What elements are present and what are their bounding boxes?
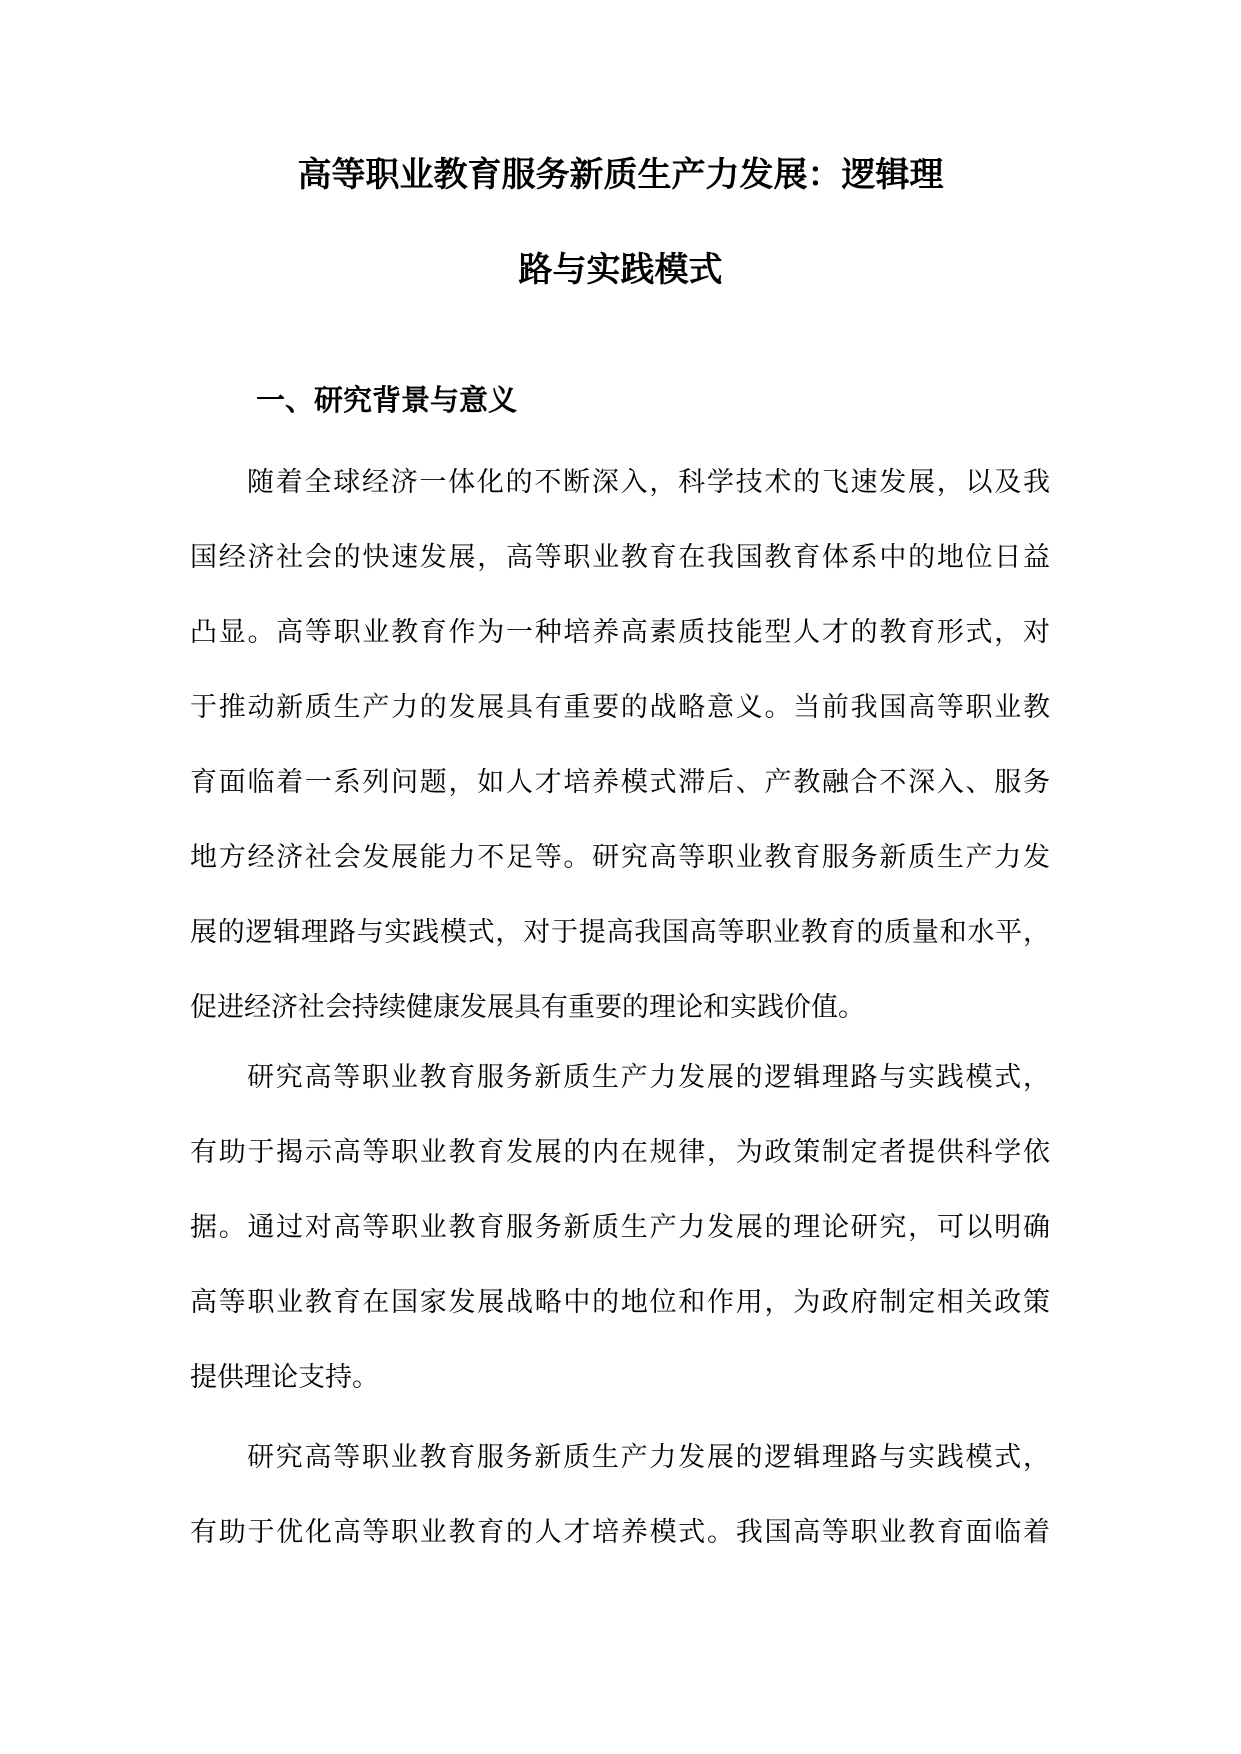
paragraph-line: 提供理论支持。 (190, 1362, 379, 1393)
paragraph-line: 高等职业教育在国家发展战略中的地位和作用，为政府制定相关政策 (190, 1287, 1050, 1318)
paragraph-1 (190, 445, 1050, 1045)
paragraph-3 (190, 1420, 1050, 1570)
paragraph-line: 促进经济社会持续健康发展具有重要的理论和实践价值。 (190, 992, 865, 1023)
paragraph-line: 据。通过对高等职业教育服务新质生产力发展的理论研究，可以明确 (190, 1212, 1050, 1243)
paragraph-line: 随着全球经济一体化的不断深入，科学技术的飞速发展，以及我 (247, 467, 1050, 498)
paragraph-line: 国经济社会的快速发展，高等职业教育在我国教育体系中的地位日益 (190, 542, 1050, 573)
paragraph-line: 于推动新质生产力的发展具有重要的战略意义。当前我国高等职业教 (190, 692, 1050, 723)
paragraph-line: 育面临着一系列问题，如人才培养模式滞后、产教融合不深入、服务 (190, 767, 1050, 798)
paragraph-line: 有助于优化高等职业教育的人才培养模式。我国高等职业教育面临着 (190, 1517, 1050, 1548)
paragraph-line: 有助于揭示高等职业教育发展的内在规律，为政策制定者提供科学依 (190, 1137, 1050, 1168)
paragraph-line: 研究高等职业教育服务新质生产力发展的逻辑理路与实践模式， (247, 1062, 1050, 1093)
paragraph-line: 研究高等职业教育服务新质生产力发展的逻辑理路与实践模式， (247, 1442, 1050, 1473)
paragraph-line: 展的逻辑理路与实践模式，对于提高我国高等职业教育的质量和水平， (190, 917, 1050, 948)
paragraph-2 (190, 1040, 1050, 1415)
paragraph-line: 地方经济社会发展能力不足等。研究高等职业教育服务新质生产力发 (190, 842, 1050, 873)
document-title-line-1: 高等职业教育服务新质生产力发展：逻辑理 (297, 155, 944, 195)
section-heading: 一、研究背景与意义 (256, 383, 518, 417)
document-title-line-2: 路与实践模式 (518, 250, 723, 290)
paragraph-line: 凸显。高等职业教育作为一种培养高素质技能型人才的教育形式，对 (190, 617, 1050, 648)
